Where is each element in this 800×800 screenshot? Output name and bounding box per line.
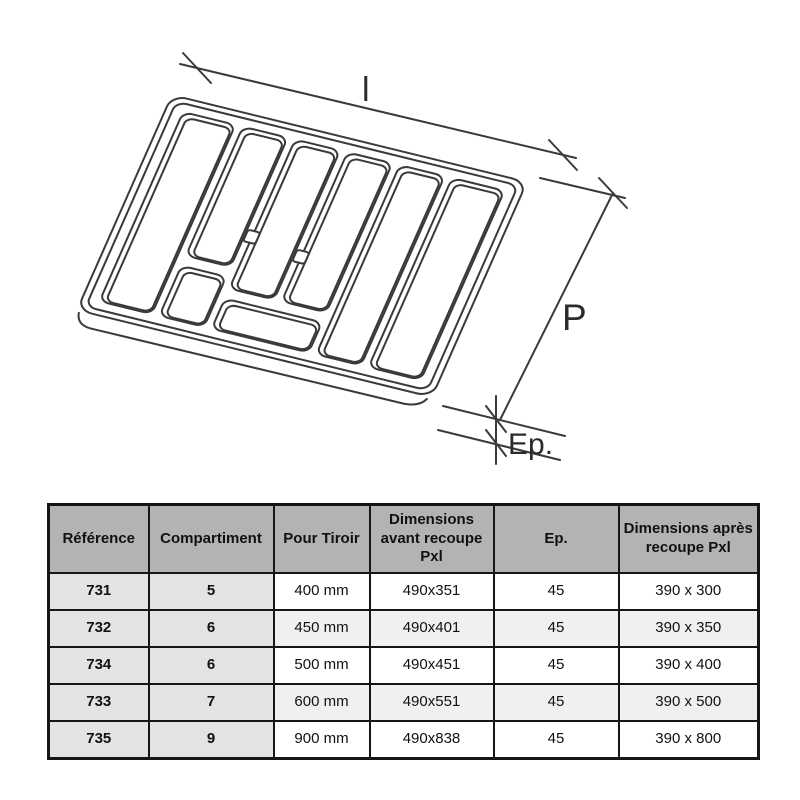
dim-line-depth <box>500 193 613 420</box>
dimension-depth <box>500 178 627 420</box>
label-depth: P <box>562 297 587 338</box>
spec-cell-4-2: 900 mm <box>274 721 370 759</box>
spec-col-header-4: Ep. <box>494 505 619 574</box>
spec-cell-4-1: 9 <box>149 721 274 759</box>
tray-outline <box>77 95 527 397</box>
spec-row-734 <box>49 647 759 684</box>
tray-drawing <box>71 95 527 411</box>
spec-header-row <box>49 505 759 574</box>
spec-cell-3-1: 7 <box>149 684 274 721</box>
spec-col-header-5: Dimensions après recoupe Pxl <box>619 505 759 574</box>
spec-cell-3-5: 390 x 500 <box>619 684 759 721</box>
spec-cell-4-5: 390 x 800 <box>619 721 759 759</box>
dimension-thickness <box>438 396 565 464</box>
label-thickness: Ep. <box>508 428 554 461</box>
dim-tick-icon <box>183 53 211 83</box>
spec-cell-2-0: 734 <box>49 647 149 684</box>
spec-cell-0-5: 390 x 300 <box>619 573 759 610</box>
spec-row-733 <box>49 684 759 721</box>
spec-cell-1-0: 732 <box>49 610 149 647</box>
spec-row-735 <box>49 721 759 759</box>
spec-cell-3-4: 45 <box>494 684 619 721</box>
spec-row-732 <box>49 610 759 647</box>
spec-cell-2-3: 490x451 <box>370 647 494 684</box>
spec-col-header-0: Référence <box>49 505 149 574</box>
spec-cell-3-2: 600 mm <box>274 684 370 721</box>
spec-cell-0-0: 731 <box>49 573 149 610</box>
spec-cell-2-1: 6 <box>149 647 274 684</box>
spec-cell-0-3: 490x351 <box>370 573 494 610</box>
spec-cell-2-2: 500 mm <box>274 647 370 684</box>
dim-tick-icon <box>549 140 577 170</box>
spec-cell-1-4: 45 <box>494 610 619 647</box>
spec-cell-1-5: 390 x 350 <box>619 610 759 647</box>
spec-cell-2-4: 45 <box>494 647 619 684</box>
spec-row-731 <box>49 573 759 610</box>
tray-side-wall <box>74 313 427 410</box>
spec-cell-0-4: 45 <box>494 573 619 610</box>
label-width: l <box>362 71 370 109</box>
spec-cell-3-3: 490x551 <box>370 684 494 721</box>
spec-table-head <box>49 505 759 574</box>
spec-col-header-1: Compartiment <box>149 505 274 574</box>
spec-cell-4-3: 490x838 <box>370 721 494 759</box>
spec-cell-1-2: 450 mm <box>274 610 370 647</box>
spec-cell-0-2: 400 mm <box>274 573 370 610</box>
spec-col-header-3: Dimensions avant recoupe Pxl <box>370 505 494 574</box>
spec-cell-4-4: 45 <box>494 721 619 759</box>
spec-cell-2-5: 390 x 400 <box>619 647 759 684</box>
spec-table-body <box>49 573 759 759</box>
spec-cell-1-3: 490x401 <box>370 610 494 647</box>
spec-col-header-2: Pour Tiroir <box>274 505 370 574</box>
spec-cell-1-1: 6 <box>149 610 274 647</box>
spec-cell-4-0: 735 <box>49 721 149 759</box>
spec-cell-3-0: 733 <box>49 684 149 721</box>
spec-cell-0-1: 5 <box>149 573 274 610</box>
spec-table <box>47 503 760 760</box>
